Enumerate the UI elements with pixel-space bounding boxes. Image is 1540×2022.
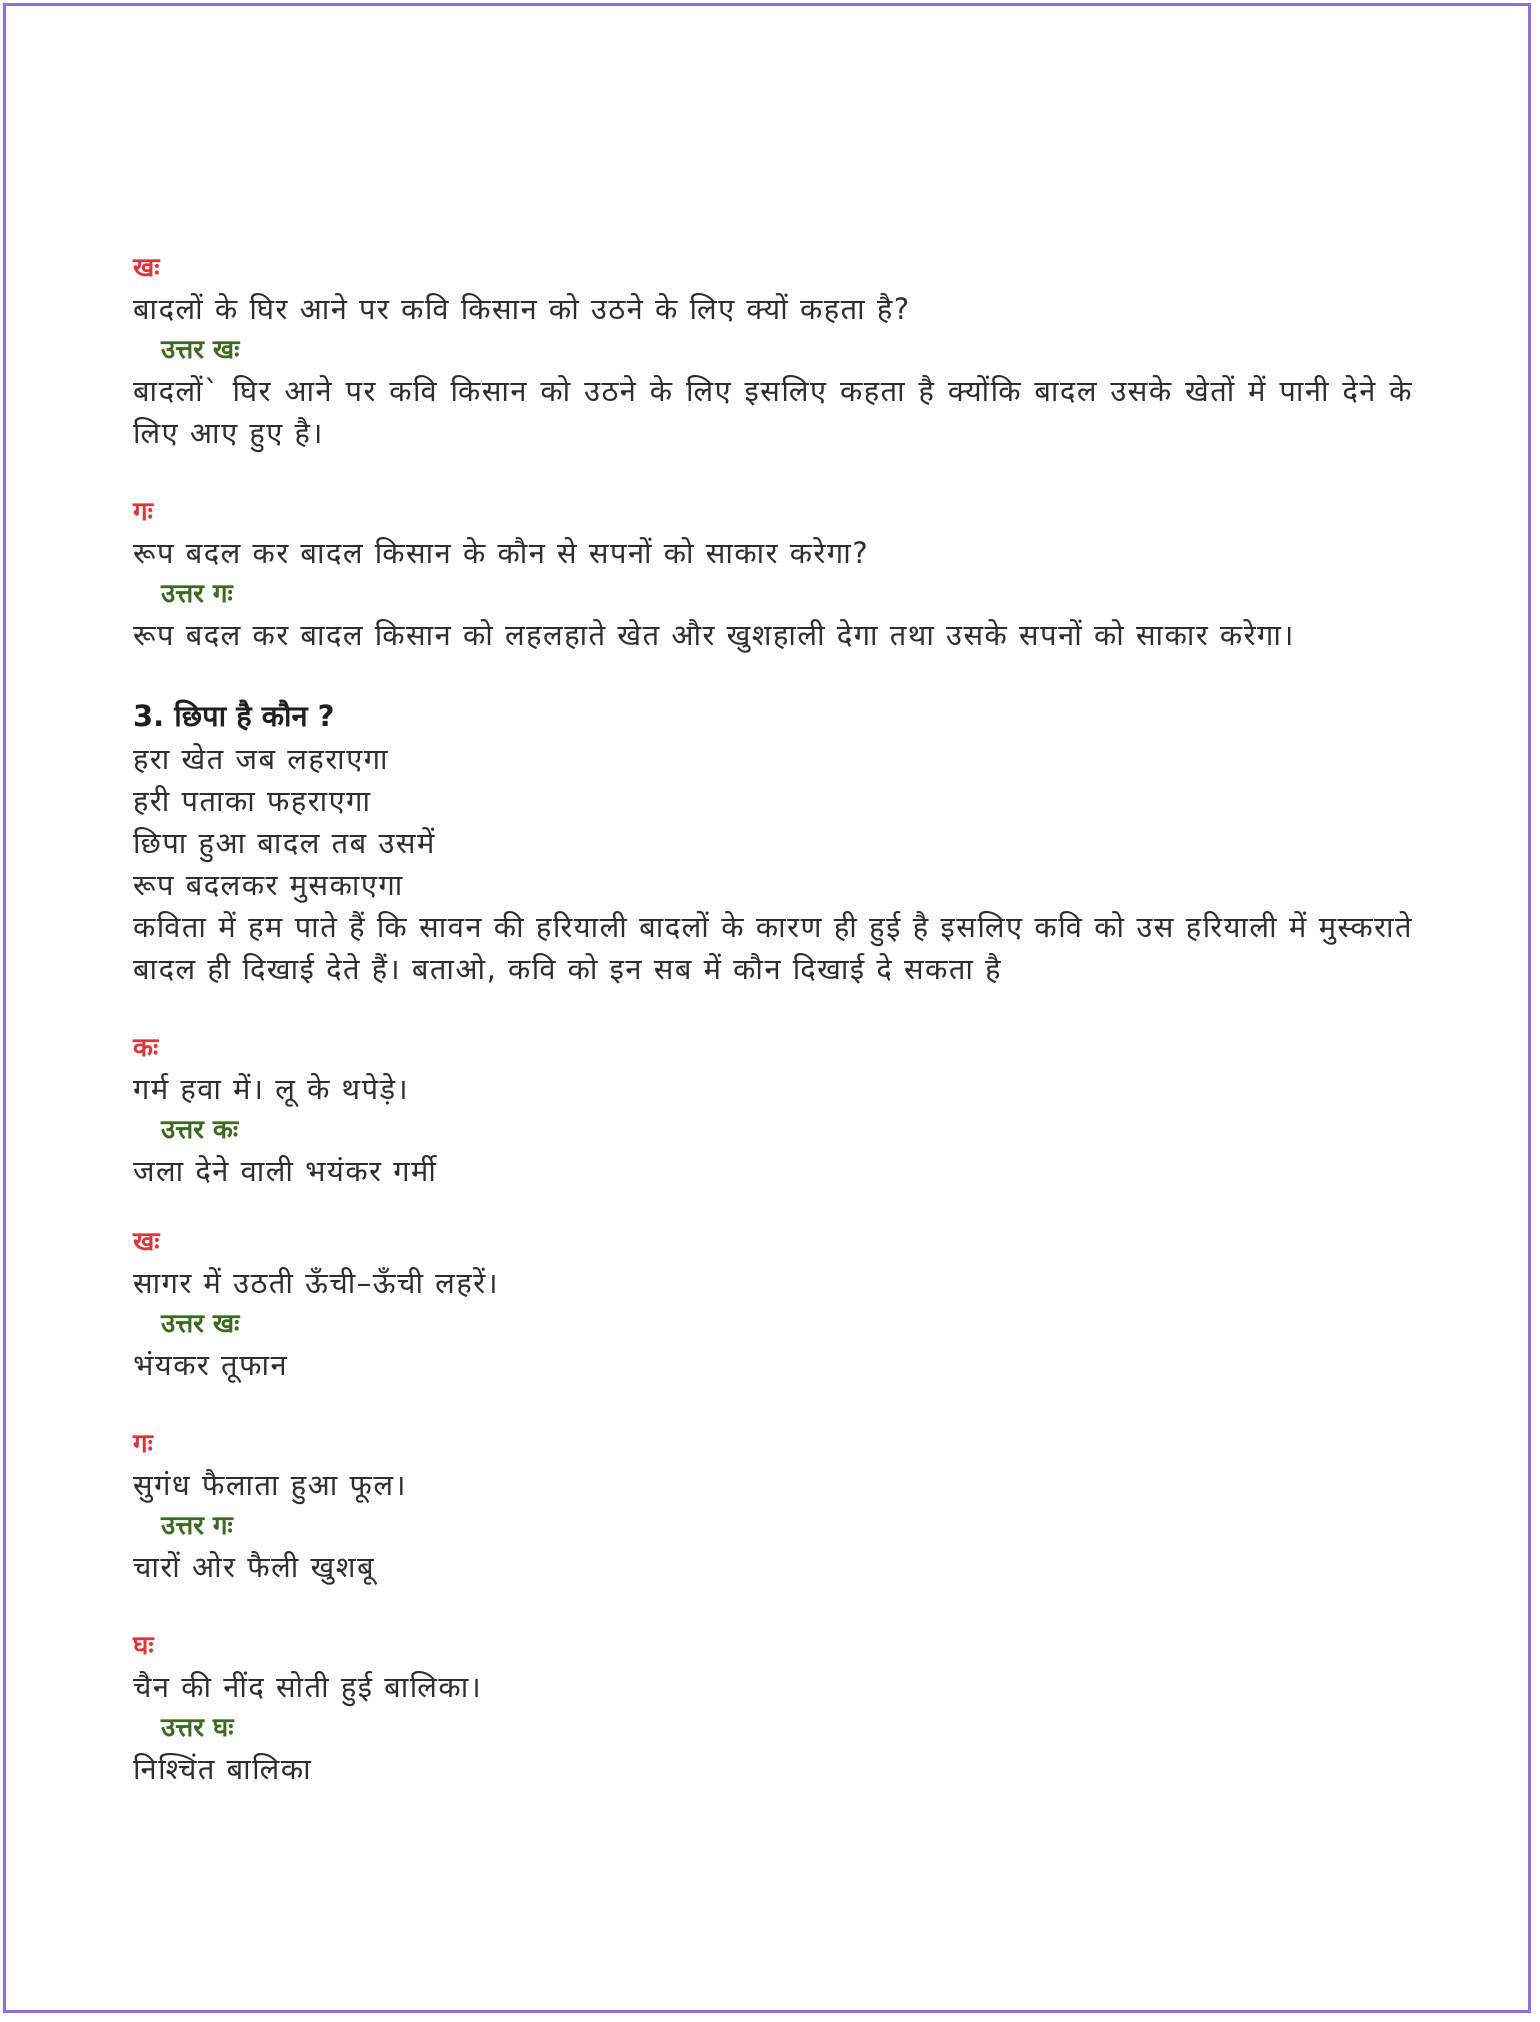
answer-label: उत्तर गः xyxy=(161,1511,233,1541)
question-label: कः xyxy=(133,1033,159,1063)
question-text: सागर में उठती ऊँची–ऊँची लहरें। xyxy=(133,1266,500,1300)
answer-text: रूप बदल कर बादल किसान को लहलहाते खेत और खुशहाली देगा तथा उसके सपनों को साकार करेगा। xyxy=(133,618,1295,652)
question-text: रूप बदल कर बादल किसान के कौन से सपनों को साकार करेगा? xyxy=(133,536,870,570)
poem-line: छिपा हुआ बादल तब उसमें xyxy=(133,826,436,860)
question-label: खः xyxy=(133,1227,160,1257)
question-block-ga-1 xyxy=(133,492,1413,656)
poem-line: हरी पताका फहराएगा xyxy=(133,784,372,818)
question-label: गः xyxy=(133,1429,153,1459)
answer-text: भंयकर तूफान xyxy=(133,1348,289,1382)
poem-line: रूप बदलकर मुसकाएगा xyxy=(133,868,404,902)
question-block-gha xyxy=(133,1626,1413,1790)
answer-text: बादलों` घिर आने पर कवि किसान को उठने के लिए इसलिए कहता है क्योंकि बादल उसके खेतों में पानी देने के लिए आए हुए है। xyxy=(133,374,1413,450)
answer-label: उत्तर खः xyxy=(161,335,240,365)
section-3 xyxy=(133,694,1413,990)
answer-label: उत्तर घः xyxy=(161,1713,234,1743)
question-label: खः xyxy=(133,253,160,283)
question-text: गर्म हवा में। लू के थपेड़े। xyxy=(133,1072,410,1106)
section-paragraph: कविता में हम पाते हैं कि सावन की हरियाली बादलों के कारण ही हुई है इसलिए कवि को उस हरियाली में मुस्कराते बादल ही दिखाई देते हैं। बताओ, कवि को इन सब में कौन दिखाई दे सकता है xyxy=(133,910,1413,986)
answer-text: निश्चिंत बालिका xyxy=(133,1752,313,1786)
question-block-kha-1 xyxy=(133,248,1413,454)
poem-line: हरा खेत जब लहराएगा xyxy=(133,742,390,776)
question-block-ga-2 xyxy=(133,1424,1413,1588)
answer-label: उत्तर खः xyxy=(161,1309,240,1339)
answer-label: उत्तर कः xyxy=(161,1115,239,1145)
answer-text: जला देने वाली भयंकर गर्मी xyxy=(133,1154,438,1188)
question-text: चैन की नींद सोती हुई बालिका। xyxy=(133,1670,483,1704)
answer-label: उत्तर गः xyxy=(161,579,233,609)
document-content xyxy=(133,248,1413,1790)
question-text: बादलों के घिर आने पर कवि किसान को उठने के लिए क्यों कहता है? xyxy=(133,292,911,326)
question-label: घः xyxy=(133,1631,154,1661)
answer-text: चारों ओर फैली खुशबू xyxy=(133,1550,376,1584)
question-label: गः xyxy=(133,497,153,527)
question-block-kha-2 xyxy=(133,1222,1413,1386)
section-title: 3. छिपा है कौन ? xyxy=(133,699,335,733)
question-block-ka xyxy=(133,1028,1413,1192)
question-text: सुगंध फैलाता हुआ फूल। xyxy=(133,1468,408,1502)
